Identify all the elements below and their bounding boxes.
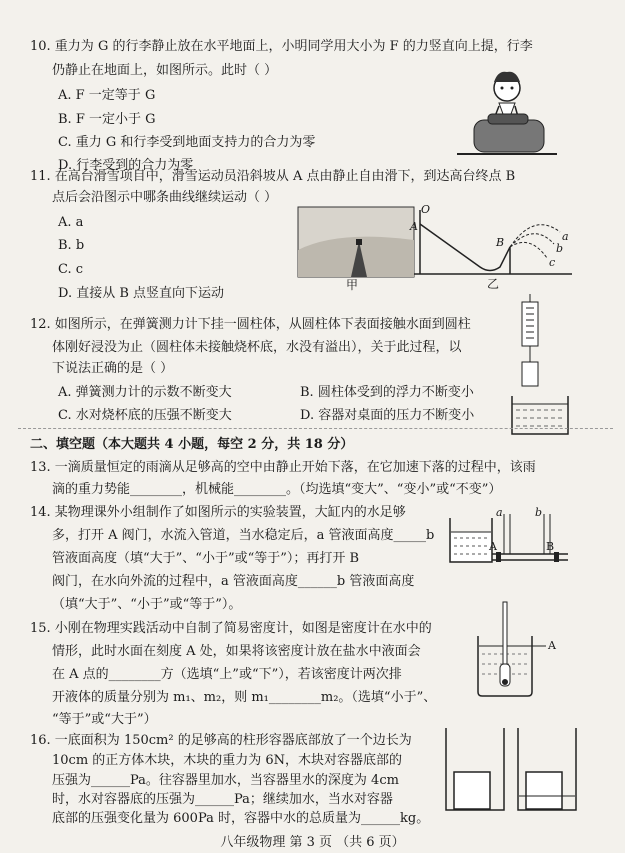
q15-line1: 15. 小刚在物理实践活动中自制了简易密度计，如图是密度计在水中的 <box>30 621 432 636</box>
fig-label-yi: 乙 <box>487 277 500 291</box>
q16-line1: 16. 一底面积为 150cm² 的足够高的柱形容器底部放了一个边长为 <box>30 733 412 748</box>
q14-line3: 管液面高度（填“大于”、“小于”或“等于”）；再打开 B <box>52 551 360 566</box>
luggage-figure <box>452 68 562 160</box>
fig-label-tube-b: b <box>535 506 543 519</box>
q15-line2: 情形，此时水面在刻度 A 处，如果将该密度计放在盐水中液面会 <box>52 644 421 659</box>
q15-line5: “等于”或“大于”） <box>52 712 157 727</box>
q16-line4: 时，水对容器底的压强为______Pa；继续加水，当水对容器 <box>52 792 393 807</box>
q10-option-d: D. 行李受到的合力为零 <box>58 158 194 173</box>
q13-line1: 13. 一滴质量恒定的雨滴从足够高的空中由静止开始下落，在它加速下落的过程中，该雨 <box>30 460 536 475</box>
q12-option-b: B. 圆柱体受到的浮力不断变小 <box>300 385 474 400</box>
containers-figure <box>436 722 586 818</box>
q14-line4: 阀门，在水向外流的过程中，a 管液面高度______b 管液面高度 <box>52 574 415 589</box>
fig-label-a-point: A <box>410 220 418 233</box>
q11-option-b: B. b <box>58 238 85 253</box>
q12-stem-line2: 体刚好浸没为止（圆柱体未接触烧杯底，水没有溢出），关于此过程，以 <box>52 340 462 355</box>
q10-stem-line2: 仍静止在地面上，如图所示。此时（ ） <box>52 63 278 78</box>
q10-stem-line1: 10. 重力为 G 的行李静止放在水平地面上，小明同学用大小为 F 的力竖直向上提，行李 <box>30 39 533 54</box>
q11-stem-line2: 点后会沿图示中哪条曲线继续运动（ ） <box>52 190 278 205</box>
fig-label-curve-c: c <box>549 256 556 269</box>
fig-label-o: O <box>421 203 431 216</box>
q10-option-c: C. 重力 G 和行李受到地面支持力的合力为零 <box>58 135 316 150</box>
connected-tubes-figure <box>448 510 578 570</box>
q12-stem-line1: 12. 如图所示，在弹簧测力计下挂一圆柱体，从圆柱体下表面接触水面到圆柱 <box>30 317 471 332</box>
fig-label-curve-b: b <box>556 242 564 255</box>
q15-line4: 开液体的质量分别为 m₁、m₂，则 m₁________m₂。（选填“小于”、 <box>52 690 437 705</box>
q12-option-d: D. 容器对桌面的压力不断变小 <box>300 408 475 423</box>
page-footer: 八年级物理 第 3 页 （共 6 页） <box>220 835 405 850</box>
section-divider <box>18 428 613 429</box>
q15-line3: 在 A 点的________方（选填“上”或“下”），若该密度计两次排 <box>52 667 402 682</box>
fig-label-curve-a: a <box>562 230 569 243</box>
q12-option-a: A. 弹簧测力计的示数不断变大 <box>58 385 232 400</box>
fig-label-valve-b: B <box>546 540 555 553</box>
section-2-title: 二、填空题（本大题共 4 小题，每空 2 分，共 18 分） <box>30 437 354 452</box>
q12-stem-line3: 下说法正确的是（ ） <box>52 361 174 376</box>
densimeter-figure <box>470 600 550 698</box>
fig-label-tube-a: a <box>496 506 503 519</box>
spring-scale-figure <box>500 292 580 442</box>
fig-label-valve-a: A <box>489 540 497 553</box>
q10-option-a: A. F 一定等于 G <box>58 88 156 103</box>
q11-option-c: C. c <box>58 262 84 277</box>
q16-line3: 压强为______Pa。往容器里加水，当容器里水的深度为 4cm <box>52 773 399 788</box>
q11-option-a: A. a <box>58 215 84 230</box>
q10-option-b: B. F 一定小于 G <box>58 112 156 127</box>
fig-label-jia: 甲 <box>346 278 359 292</box>
q14-line5: （填“大于”、“小于”或“等于”）。 <box>52 597 242 612</box>
q11-option-d: D. 直接从 B 点竖直向下运动 <box>58 286 225 301</box>
fig-label-b-point: B <box>496 236 505 249</box>
q14-line1: 14. 某物理课外小组制作了如图所示的实验装置，大缸内的水足够 <box>30 505 406 520</box>
fig-label-mark-a: A <box>548 639 556 652</box>
q11-stem-line1: 11. 在高台滑雪项目中，滑雪运动员沿斜坡从 A 点由静止自由滑下，到达高台终点 B <box>30 169 516 184</box>
q16-line5: 底部的压强变化量为 600Pa 时，容器中水的总质量为______kg。 <box>52 811 430 826</box>
q16-line2: 10cm 的正方体木块，木块的重力为 6N，木块对容器底部的 <box>52 753 403 768</box>
q13-line2: 滴的重力势能________，机械能________。（均选填“变大”、“变小”或“不变”） <box>52 482 502 497</box>
q14-line2: 多，打开 A 阀门，水流入管道，当水稳定后，a 管液面高度_____b <box>52 528 435 543</box>
q12-option-c: C. 水对烧杯底的压强不断变大 <box>58 408 232 423</box>
